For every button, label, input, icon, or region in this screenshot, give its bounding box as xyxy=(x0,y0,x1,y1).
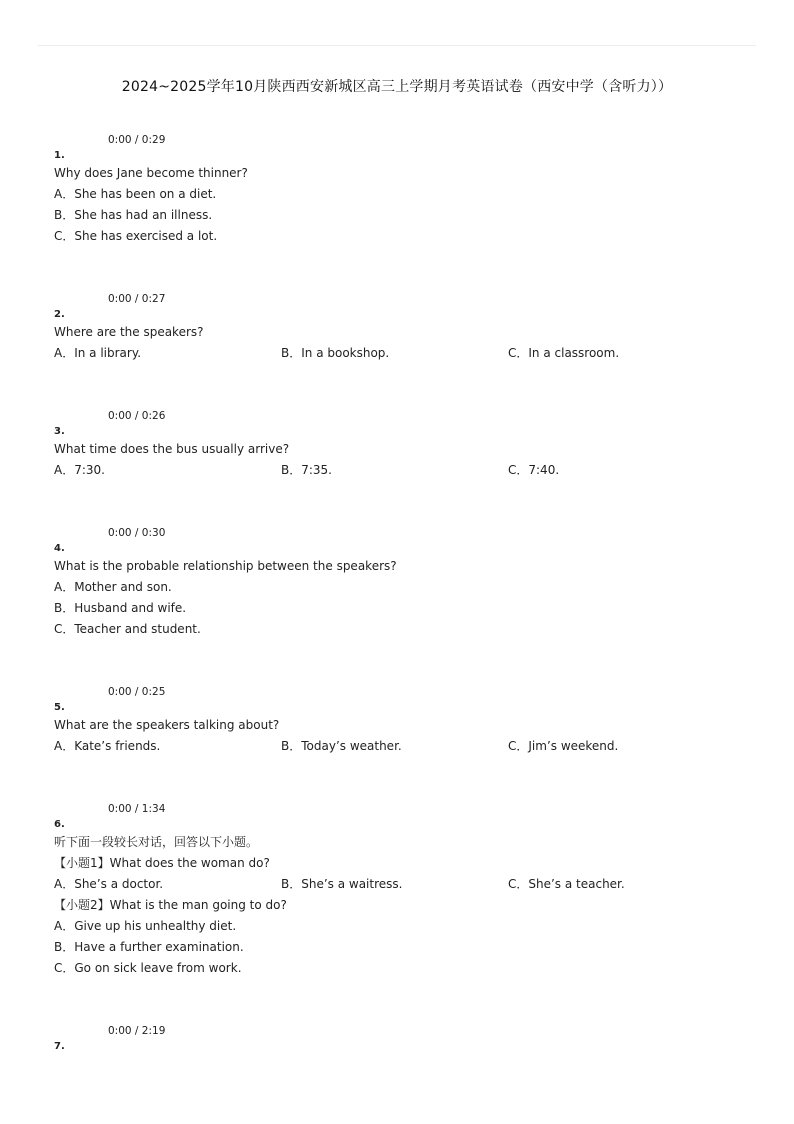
option-c[interactable]: C．Go on sick leave from work. xyxy=(54,961,242,975)
option-c[interactable]: C．She has exercised a lot. xyxy=(54,229,218,243)
listening-instruction: 听下面一段较长对话，回答以下小题。 xyxy=(54,835,259,849)
option-b[interactable]: B．Today’s weather. xyxy=(281,739,402,753)
question-stem: Why does Jane become thinner? xyxy=(54,166,248,180)
question-number: 5. xyxy=(54,702,65,713)
option-b[interactable]: B．She’s a waitress. xyxy=(281,877,403,891)
audio-player-time[interactable]: 0:00 / 0:30 xyxy=(108,527,166,539)
option-a[interactable]: A．Kate’s friends. xyxy=(54,739,161,753)
audio-player-time[interactable]: 0:00 / 0:27 xyxy=(108,293,166,305)
question-2 xyxy=(54,291,754,364)
audio-player-time[interactable]: 0:00 / 0:29 xyxy=(108,134,166,146)
question-5 xyxy=(54,684,754,757)
options-row xyxy=(54,343,754,364)
question-1 xyxy=(54,132,754,247)
option-a[interactable]: A．7:30. xyxy=(54,463,105,477)
question-number: 2. xyxy=(54,309,65,320)
option-c[interactable]: C．Jim’s weekend. xyxy=(508,739,619,753)
question-stem: What are the speakers talking about? xyxy=(54,718,280,732)
question-stem: What is the probable relationship between the speakers? xyxy=(54,559,397,573)
option-a[interactable]: A．In a library. xyxy=(54,346,142,360)
options-row xyxy=(54,736,754,757)
question-number: 7. xyxy=(54,1041,65,1052)
option-a[interactable]: A．Mother and son. xyxy=(54,580,172,594)
top-divider xyxy=(38,45,756,46)
question-4 xyxy=(54,525,754,640)
question-3 xyxy=(54,408,754,481)
question-stem: What time does the bus usually arrive? xyxy=(54,442,290,456)
option-c[interactable]: C．Teacher and student. xyxy=(54,622,201,636)
options-row xyxy=(54,874,754,895)
sub-question-2-stem: 【小题2】What is the man going to do? xyxy=(54,898,287,912)
option-a[interactable]: A．She has been on a diet. xyxy=(54,187,217,201)
option-b[interactable]: B．In a bookshop. xyxy=(281,346,390,360)
question-number: 1. xyxy=(54,150,65,161)
audio-player-time[interactable]: 0:00 / 0:25 xyxy=(108,686,166,698)
question-number: 4. xyxy=(54,543,65,554)
question-number: 3. xyxy=(54,426,65,437)
option-a[interactable]: A．She’s a doctor. xyxy=(54,877,164,891)
question-6 xyxy=(54,801,754,979)
option-c[interactable]: C．She’s a teacher. xyxy=(508,877,625,891)
option-b[interactable]: B．7:35. xyxy=(281,463,332,477)
audio-player-time[interactable]: 0:00 / 1:34 xyxy=(108,803,166,815)
question-stem: Where are the speakers? xyxy=(54,325,204,339)
option-b[interactable]: B．Husband and wife. xyxy=(54,601,187,615)
option-c[interactable]: C．7:40. xyxy=(508,463,560,477)
audio-player-time[interactable]: 0:00 / 0:26 xyxy=(108,410,166,422)
option-b[interactable]: B．Have a further examination. xyxy=(54,940,244,954)
question-number: 6. xyxy=(54,819,65,830)
options-row xyxy=(54,460,754,481)
option-c[interactable]: C．In a classroom. xyxy=(508,346,620,360)
page-title: 2024~2025学年10月陕西西安新城区高三上学期月考英语试卷（西安中学（含听力）） xyxy=(121,79,673,95)
question-7 xyxy=(54,1023,754,1054)
option-a[interactable]: A．Give up his unhealthy diet. xyxy=(54,919,237,933)
option-b[interactable]: B．She has had an illness. xyxy=(54,208,213,222)
sub-question-1-stem: 【小题1】What does the woman do? xyxy=(54,856,270,870)
audio-player-time[interactable]: 0:00 / 2:19 xyxy=(108,1025,166,1037)
